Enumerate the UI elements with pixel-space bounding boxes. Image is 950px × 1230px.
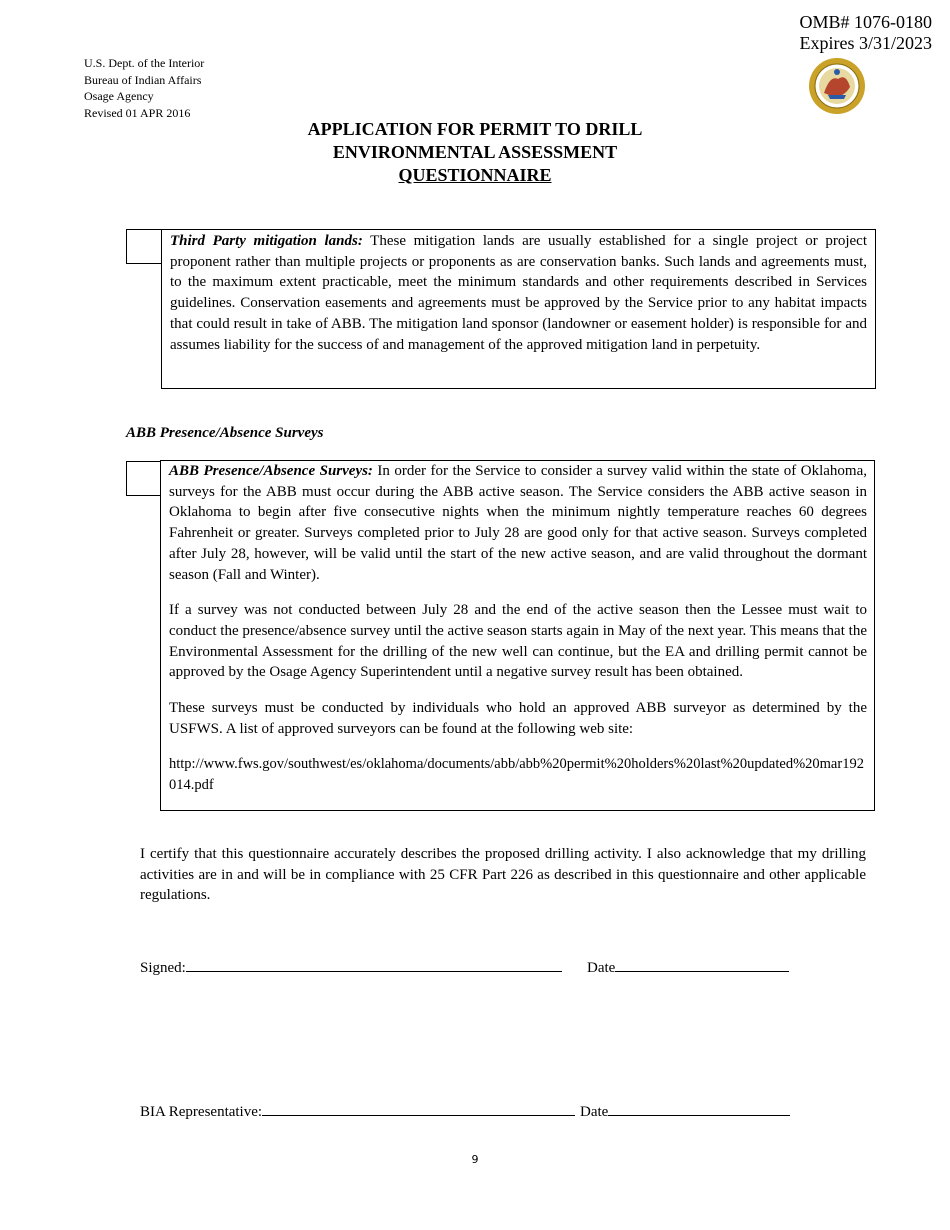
- abb-survey-box: [160, 460, 875, 811]
- bia-date-row: [580, 1101, 790, 1121]
- signed-row: [140, 957, 562, 977]
- agency-line-office: Osage Agency: [84, 89, 154, 103]
- title-line-2: ENVIRONMENTAL ASSESSMENT: [332, 142, 618, 162]
- signed-date-row: [587, 957, 789, 977]
- signed-date-field[interactable]: [615, 957, 789, 972]
- page-title: [0, 118, 950, 187]
- signed-label: Signed:: [140, 960, 186, 976]
- title-line-3: QUESTIONNAIRE: [398, 165, 552, 185]
- signed-date-label: Date: [587, 960, 616, 976]
- abb-surveyors-link[interactable]: http://www.fws.gov/southwest/es/oklahoma/documents/abb/abb%20permit%20holders%20last%20updated%20mar192014.pdf: [169, 756, 864, 794]
- abb-survey-body: [169, 461, 867, 796]
- agency-block: [84, 55, 204, 121]
- certification-statement: I certify that this questionnaire accurately describes the proposed drilling activity. I also acknowledge that my drilling activities are in and will be in compliance with 25 CFR Part 226 as described in this questionnaire and other applicable regulations.: [140, 846, 866, 904]
- signed-field[interactable]: [186, 957, 562, 972]
- agency-line-dept: U.S. Dept. of the Interior: [84, 56, 205, 70]
- bia-seal-icon: [808, 57, 866, 115]
- bia-label: BIA Representative:: [140, 1104, 263, 1120]
- omb-expiration: Expires 3/31/2023: [799, 33, 932, 53]
- abb-paragraph-1: [169, 461, 867, 585]
- third-party-paragraph: [170, 231, 867, 355]
- third-party-box: [161, 229, 876, 389]
- abb-lead: ABB Presence/Absence Surveys:: [169, 463, 373, 479]
- bia-row: [140, 1101, 575, 1121]
- third-party-checkbox[interactable]: [126, 229, 161, 264]
- agency-line-revised: Revised 01 APR 2016: [84, 105, 191, 120]
- bia-date-field[interactable]: [608, 1101, 790, 1116]
- third-party-lead: Third Party mitigation lands:: [170, 233, 363, 249]
- title-line-1: APPLICATION FOR PERMIT TO DRILL: [307, 119, 643, 139]
- bia-signature-field[interactable]: [262, 1101, 575, 1116]
- abb-paragraph-1-text: In order for the Service to consider a survey valid within the state of Oklahoma, surveys for the ABB must occur during the ABB active season. The Service considers the ABB active season in Oklahoma to begin after five consecutive nights when the minimum nightly temperature reaches 60 degrees Fahrenheit or greater. Surveys completed prior to July 28 are good only for that active season. Surveys completed after July 28, however, will be valid until the start of the new active season, and are valid throughout the dormant season (Fall and Winter).: [169, 463, 868, 583]
- abb-paragraph-2: If a survey was not conducted between July 28 and the end of the active season then the Lessee must wait to conduct the presence/absence survey until the active season starts again in May of the next year. This means that the Environmental Assessment for the drilling of the new well can continue, but the EA and drilling permit cannot be approved by the Osage Agency Superintendent until a negative survey result has been obtained.: [169, 602, 867, 681]
- omb-number: OMB# 1076-0180: [799, 12, 932, 32]
- third-party-text: These mitigation lands are usually established for a single project or project proponent rather than multiple projects or proponents as are conservation banks. Such lands and agreements must, to the maximum extent practicable, meet the minimum standards and other requirements described in Services guidelines. Conservation easements and agreements must be approved by the Service prior to any habitat impacts that could result in take of ABB. The mitigation land sponsor (landowner or easement holder) is responsible for and assumes liability for the success of and management of the approved mitigation land in perpetuity.: [170, 233, 867, 353]
- abb-survey-checkbox[interactable]: [126, 461, 161, 496]
- abb-paragraph-3: These surveys must be conducted by individuals who hold an approved ABB surveyor as determined by the USFWS. A list of approved surveyors can be found at the following web site:: [169, 700, 867, 737]
- abb-section-heading: ABB Presence/Absence Surveys: [126, 425, 324, 441]
- agency-line-bureau: Bureau of Indian Affairs: [84, 72, 202, 87]
- omb-block: [799, 12, 932, 54]
- page-number: 9: [471, 1153, 479, 1166]
- bia-date-label: Date: [580, 1104, 609, 1120]
